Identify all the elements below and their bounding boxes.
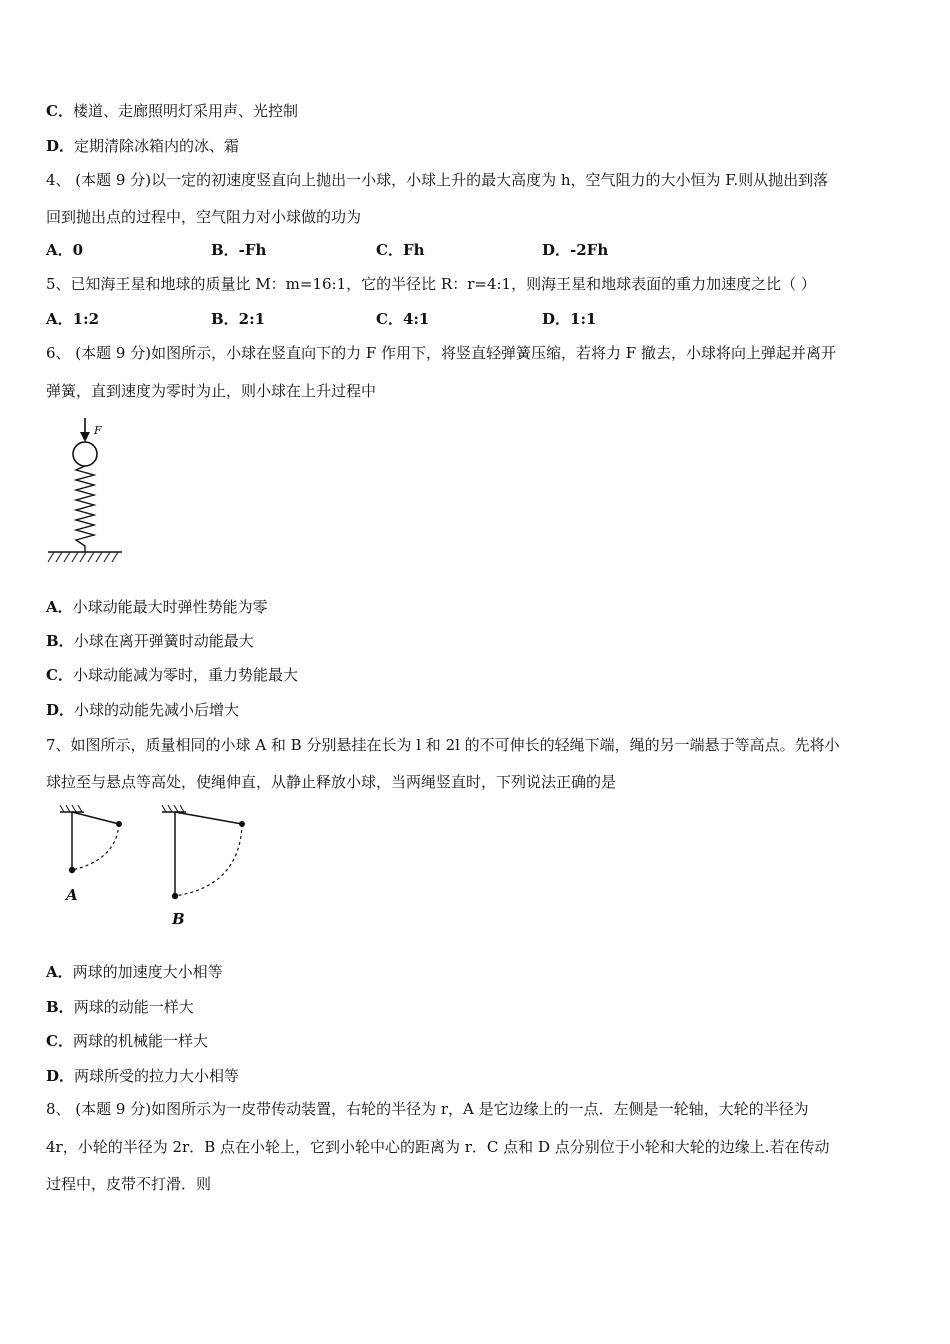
path-b bbox=[175, 824, 242, 896]
q7-option-a-letter: A． bbox=[46, 963, 73, 981]
q4-stem-line2: 回到抛出点的过程中，空气阻力对小球做的功为 bbox=[46, 208, 362, 226]
q3-option-c bbox=[46, 101, 298, 121]
pendulum-figure bbox=[52, 802, 262, 932]
q5-option-d: D．1:1 bbox=[542, 310, 597, 328]
q6-option-b bbox=[46, 631, 254, 651]
q8-stem-line3: 过程中，皮带不打滑．则 bbox=[46, 1175, 212, 1193]
q4-option-a: A．0 bbox=[46, 241, 84, 259]
q3-option-d-letter: D． bbox=[46, 137, 75, 155]
q6-option-b-text: 小球在离开弹簧时动能最大 bbox=[73, 632, 254, 650]
q5-option-a: A．1:2 bbox=[46, 310, 100, 328]
q7-option-b-letter: B． bbox=[46, 998, 74, 1016]
ball bbox=[73, 442, 97, 466]
rope-b-horizontal bbox=[175, 812, 242, 824]
q7-stem-line1: 7、如图所示，质量相同的小球 A 和 B 分别悬挂在长为 l 和 2l 的不可伸长的轻绳下端，绳的另一端悬于等高点。先将小 bbox=[46, 736, 840, 754]
q7-option-c bbox=[46, 1031, 208, 1051]
q7-option-d-letter: D． bbox=[46, 1067, 75, 1085]
q5-option-c: C．4:1 bbox=[376, 310, 430, 328]
path-a bbox=[72, 824, 119, 870]
q7-option-a bbox=[46, 962, 223, 982]
q7-option-b bbox=[46, 997, 194, 1017]
q5-stem: 5、已知海王星和地球的质量比 M：m=16:1，它的半径比 R：r=4:1，则海王星和地球表面的重力加速度之比（ ） bbox=[46, 275, 816, 293]
q8-stem-line1: 8、 (本题 9 分)如图所示为一皮带传动装置，右轮的半径为 r，A 是它边缘上的一点．左侧是一轮轴，大轮的半径为 bbox=[46, 1100, 809, 1118]
q4-option-d: D．-2Fh bbox=[542, 241, 609, 259]
q6-option-d bbox=[46, 700, 239, 720]
q5-option-b: B．2:1 bbox=[211, 310, 266, 328]
q7-option-a-text: 两球的加速度大小相等 bbox=[72, 963, 223, 981]
q3-option-d-text: 定期清除冰箱内的冰、霜 bbox=[74, 137, 240, 155]
q7-option-c-text: 两球的机械能一样大 bbox=[72, 1032, 208, 1050]
force-label: F bbox=[94, 424, 102, 437]
label-a: A bbox=[66, 886, 78, 904]
q3-option-c-text: 楼道、走廊照明灯采用声、光控制 bbox=[72, 102, 298, 120]
label-b: B bbox=[172, 910, 185, 928]
pendulum-a bbox=[60, 805, 122, 904]
q7-option-c-letter: C． bbox=[46, 1032, 73, 1050]
q3-option-c-letter: C． bbox=[46, 102, 73, 120]
q6-option-b-letter: B． bbox=[46, 632, 74, 650]
q8-stem-line2: 4r，小轮的半径为 2r．B 点在小轮上，它到小轮中心的距离为 r．C 点和 D 点分别位于小轮和大轮的边缘上.若在传动 bbox=[46, 1138, 830, 1156]
q6-option-c-text: 小球动能减为零时，重力势能最大 bbox=[72, 666, 298, 684]
spring bbox=[76, 466, 94, 552]
q6-option-c-letter: C． bbox=[46, 666, 73, 684]
q7-option-b-text: 两球的动能一样大 bbox=[73, 998, 194, 1016]
q6-option-a-text: 小球动能最大时弹性势能为零 bbox=[72, 598, 268, 616]
q3-option-d bbox=[46, 136, 239, 156]
q6-option-a-letter: A． bbox=[46, 598, 73, 616]
q6-option-c bbox=[46, 665, 298, 685]
q4-option-c: C．Fh bbox=[376, 241, 425, 259]
force-arrow-head bbox=[80, 432, 90, 442]
spring-ball-figure bbox=[46, 414, 126, 566]
q6-option-d-letter: D． bbox=[46, 701, 75, 719]
q7-stem-line2: 球拉至与悬点等高处，使绳伸直，从静止释放小球，当两绳竖直时，下列说法正确的是 bbox=[46, 773, 617, 791]
q7-option-d-text: 两球所受的拉力大小相等 bbox=[74, 1067, 240, 1085]
ground-hatching bbox=[48, 552, 118, 562]
q6-stem-line1: 6、 (本题 9 分)如图所示，小球在竖直向下的力 F 作用下，将竖直轻弹簧压缩，若将力 F 撤去，小球将向上弹起并离开 bbox=[46, 344, 836, 362]
rope-a-horizontal bbox=[72, 812, 119, 824]
q6-option-a bbox=[46, 597, 268, 617]
q4-stem-line1: 4、 (本题 9 分)以一定的初速度竖直向上抛出一小球，小球上升的最大高度为 h，空气阻力的大小恒为 F.则从抛出到落 bbox=[46, 171, 829, 189]
q6-option-d-text: 小球的动能先减小后增大 bbox=[74, 701, 240, 719]
q4-option-b: B．-Fh bbox=[211, 241, 267, 259]
pendulum-b bbox=[162, 805, 245, 928]
q6-stem-line2: 弹簧，直到速度为零时为止，则小球在上升过程中 bbox=[46, 382, 377, 400]
q7-option-d bbox=[46, 1066, 239, 1086]
